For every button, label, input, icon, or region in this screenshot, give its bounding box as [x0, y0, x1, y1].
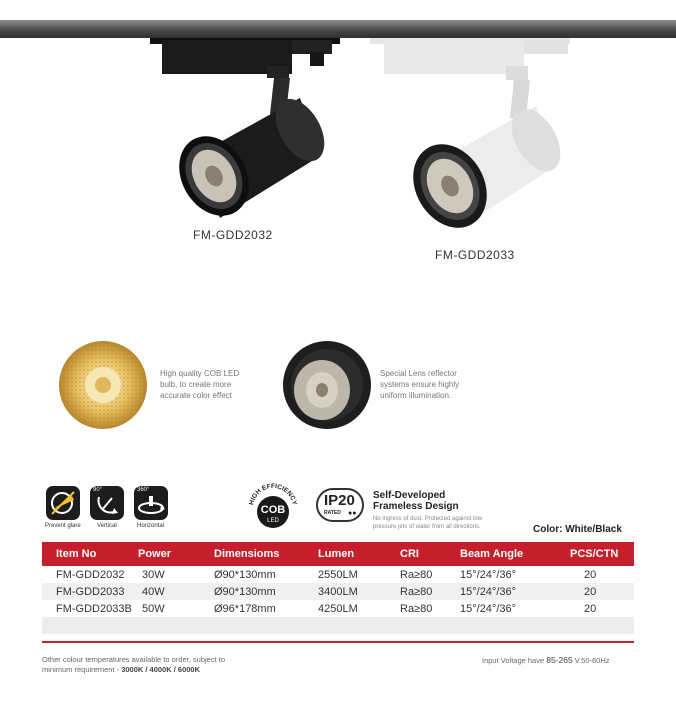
table-header-row	[42, 542, 634, 566]
table-cell: 40W	[134, 583, 206, 600]
column-header: Item No	[42, 542, 134, 566]
note-prefix: minimum requirement -	[42, 665, 122, 674]
table-cell: Ø90*130mm	[206, 583, 314, 600]
table-cell: 20	[584, 602, 597, 615]
table-cell: FM-GDD2032	[56, 568, 125, 581]
table-cell: 15°/24°/36°	[456, 583, 548, 600]
ip20-badge-sub: RATED	[324, 510, 341, 516]
voltage-range: 85-265	[546, 655, 573, 665]
table-cell: Ø90*130mm	[214, 568, 276, 581]
feature-lens-line: uniform illumination.	[380, 391, 452, 400]
table-cell: 50W	[142, 602, 165, 615]
frameless-title	[373, 490, 459, 512]
feature-cob-line: accurate color effect	[160, 391, 232, 400]
vertical-degree: 90°	[93, 487, 103, 493]
cob-chip-image	[58, 340, 148, 430]
column-header: PCS/CTN	[548, 542, 634, 566]
table-cell: 2550LM	[318, 568, 358, 581]
spec-table	[42, 542, 634, 634]
frameless-desc-line: No ingress of dust. Protected against low	[373, 516, 483, 522]
lens-reflector-image	[282, 340, 372, 430]
cob-badge-main: COB	[260, 504, 286, 516]
frameless-title-line: Frameless Design	[373, 501, 459, 512]
table-cell: 30W	[142, 568, 165, 581]
color-options-label: Color: White/Black	[533, 524, 622, 535]
cob-led-badge	[245, 478, 301, 534]
frameless-title-line: Self-Developed	[373, 490, 446, 501]
feature-cob-line: High quality COB LED	[160, 369, 240, 378]
note-line	[42, 665, 225, 675]
note-line: Other colour temperatures available to order, subject to	[42, 655, 226, 664]
table-empty-row	[42, 617, 634, 634]
model-label-black: FM-GDD2032	[193, 228, 273, 242]
ip20-badge	[316, 488, 364, 522]
table-cell: 20	[584, 568, 597, 581]
table-cell: Ra≥80	[400, 568, 433, 581]
horizontal-degree: 360°	[137, 487, 150, 493]
column-header: Lumen	[314, 542, 396, 566]
column-header: Beam Angle	[456, 542, 548, 566]
table-row	[42, 566, 634, 583]
prevent-glare-icon	[46, 486, 80, 520]
voltage-prefix: Input Voltage have	[482, 656, 547, 665]
model-label-white: FM-GDD2033	[435, 248, 515, 262]
table-cell: FM-GDD2033	[42, 583, 134, 600]
frameless-desc-line: pressure jets of water from all directions.	[373, 524, 481, 530]
feature-cob-text	[160, 368, 270, 401]
table-cell: 15°/24°/36°	[460, 602, 517, 615]
feature-lens-line: Special Lens reflector	[380, 369, 457, 378]
black-spotlight-image	[140, 36, 350, 226]
table-cell: Ra≥80	[396, 583, 456, 600]
column-header: Dimensioms	[206, 542, 314, 566]
table-cell: 4250LM	[318, 602, 358, 615]
horizontal-label: Horizontal	[137, 523, 165, 529]
table-cell: 15°/24°/36°	[460, 568, 517, 581]
table-empty-cell	[42, 617, 634, 634]
table-cell: Ø96*178mm	[214, 602, 276, 615]
frameless-description	[373, 515, 482, 531]
table-row	[42, 583, 634, 600]
water-drop-icon: ●●	[348, 510, 357, 517]
feature-cob-line: bulb, to create more	[160, 380, 232, 389]
table-cell: 3400LM	[314, 583, 396, 600]
cob-badge-arc-text: HIGH EFFICIENCY	[248, 483, 298, 506]
vertical-label: Vertical	[97, 523, 117, 529]
column-header: CRI	[396, 542, 456, 566]
column-header: Power	[134, 542, 206, 566]
prevent-glare-label: Prevent glare	[45, 523, 81, 529]
table-cell: FM-GDD2033B	[56, 602, 132, 615]
input-voltage-note	[482, 655, 610, 666]
white-spotlight-image	[368, 36, 578, 246]
note-temperatures: 3000K / 4000K / 6000K	[121, 665, 200, 674]
color-temperature-note	[42, 655, 225, 675]
table-row	[42, 600, 634, 617]
table-cell: 20	[548, 583, 634, 600]
table-cell: Ra≥80	[400, 602, 433, 615]
ip20-badge-main: IP20	[324, 492, 355, 509]
voltage-suffix: V.50-60Hz	[572, 656, 610, 665]
table-bottom-rule	[42, 641, 634, 643]
cob-badge-sub: LED	[267, 518, 279, 524]
feature-lens-line: systems ensure highly	[380, 380, 460, 389]
feature-lens-text	[380, 368, 490, 401]
